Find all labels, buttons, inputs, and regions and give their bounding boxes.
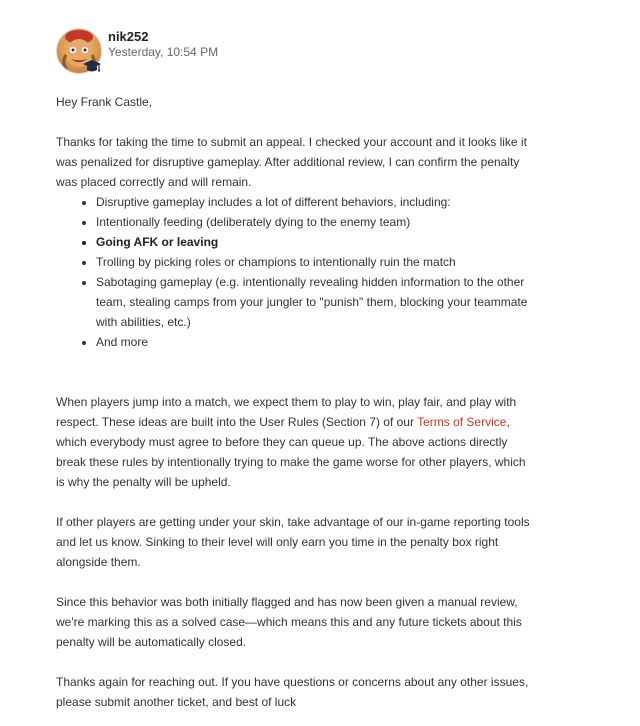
behaviors-list (56, 192, 536, 352)
rules-text-after: , which everybody must agree to before they can queue up. The above actions directly break these rules by intentionally trying to make the game worse for other players, which is why the penalty will be upheld. (56, 415, 526, 489)
terms-of-service-link[interactable]: Terms of Service (417, 415, 507, 429)
list-item: • Trolling by picking roles or champions to intentionally ruin the match (96, 252, 536, 272)
reporting-paragraph: If other players are getting under your skin, take advantage of our in-game reporting tools and let us know. Sinking to their level will only earn you time in the penalty box right alongside them. (56, 515, 530, 569)
intro-paragraph: Thanks for taking the time to submit an appeal. I checked your account and it looks like it was penalized for disruptive gameplay. After additional review, I can confirm the penalty was placed correctly and will remain. (56, 135, 527, 189)
rules-paragraph (56, 392, 536, 492)
message-body (56, 92, 536, 712)
graduation-cap-icon (82, 59, 102, 75)
greeting: Hey Frank Castle, (56, 95, 153, 109)
post-timestamp: Yesterday, 10:54 PM (108, 45, 219, 59)
rules-text-before: When players jump into a match, we expect them to play to win, play fair, and play with respect. These ideas are built into the User Rules (Section 7) of our (56, 395, 517, 429)
solved-paragraph: Since this behavior was both initially flagged and has now been given a manual review, we're marking this as a solved case—which means this and any future tickets about this penalty will be automatically closed. (56, 595, 522, 649)
list-item: • Intentionally feeding (deliberately dying to the enemy team) (96, 212, 536, 232)
message-header (56, 28, 596, 78)
list-item: • And more (96, 332, 536, 352)
list-item: • Going AFK or leaving (96, 232, 536, 252)
list-item: • Sabotaging gameplay (e.g. intentionally revealing hidden information to the other team, stealing camps from your jungler to "punish" them, blocking your teammate with abilities, etc.) (96, 272, 536, 332)
author-name[interactable]: nik252 (108, 29, 149, 44)
closing-paragraph: Thanks again for reaching out. If you have questions or concerns about any other issues, please submit another ticket, and best of luck (56, 675, 529, 709)
list-item: • Disruptive gameplay includes a lot of different behaviors, including: (96, 192, 536, 212)
